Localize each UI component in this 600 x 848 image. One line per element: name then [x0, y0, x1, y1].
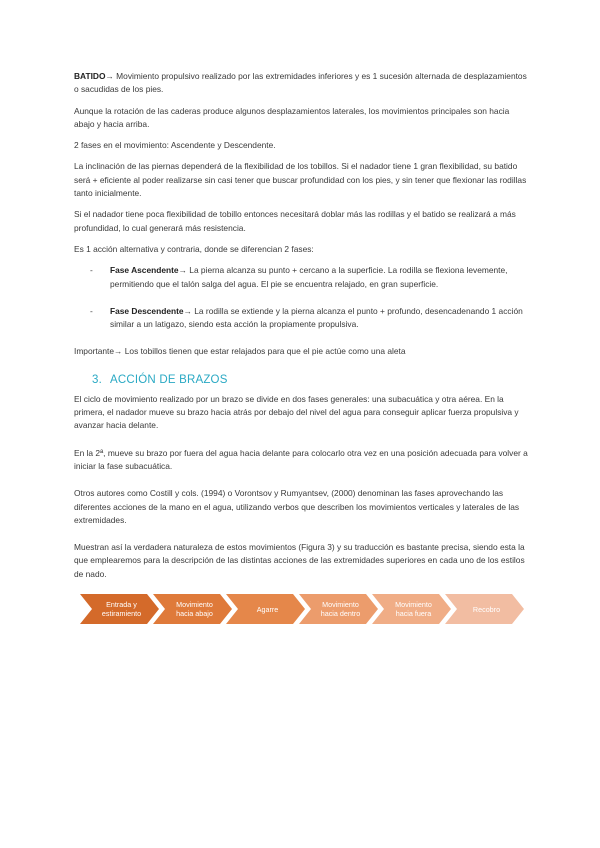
paragraph-other-authors: Otros autores como Costill y cols. (1994) o Vorontsov y Rumyantsev, (2000) denominan las fases aprovechando las diferentes acciones de la mano en el agua, utilizando verbos que describen los movimientos verticales y laterales de las extremidades.: [74, 488, 520, 525]
chevron-step: [299, 594, 378, 624]
chevron-label: Agarre: [256, 604, 279, 614]
list-dash: -: [90, 305, 93, 316]
phase-text: La rodilla se extiende y la pierna alcanza el punto + profundo, desencadenando 1 acción similar a un latigazo, siendo esta acción la propiamente propulsiva.: [110, 305, 523, 330]
list-item-descendente: [74, 305, 530, 332]
paragraph-aerial-phase: En la 2ª, mueve su brazo por fuera del agua hacia delante para colocarlo otra vez en una posición adecuada para volver a iniciar la fase subacuática.: [74, 447, 528, 471]
paragraph-arm-cycle: El ciclo de movimiento realizado por un brazo se divide en dos fases generales: una subacuática y otra aérea. En la primera, el nadador mueve su brazo hacia atrás por debajo del nivel del agua para conseguir aplicar fuerza propulsiva y avanzar hacia delante.: [74, 393, 519, 431]
importante-paragraph: [74, 345, 530, 358]
document-body: [74, 70, 530, 589]
importante-text: Los tobillos tienen que estar relajados para que el pie actúe como una aleta: [122, 346, 406, 357]
importante-term: Importante: [74, 346, 115, 357]
phase-text: La pierna alcanza su punto + cercano a la superficie. La rodilla se flexiona levemente, permitiendo que el talón salga del agua. El pie se encuentra relajado, en gran superficie.: [110, 265, 508, 289]
chevron-step: [445, 594, 524, 624]
phase-term: Fase Descendente: [110, 305, 184, 316]
phase-arrow: →: [178, 265, 187, 276]
paragraph-alternating-action: Es 1 acción alternativa y contraria, donde se diferencian 2 fases:: [74, 243, 314, 254]
paragraph-hip-rotation: Aunque la rotación de las caderas produce algunos desplazamientos laterales, los movimientos principales son hacia abajo y hacia arriba.: [74, 105, 510, 129]
paragraph-leg-inclination: La inclinación de las piernas dependerá de la flexibilidad de los tobillos. Si el nadador tiene 1 gran flexibilidad, su batido será + eficiente al poder realizarse sin casi tener que buscar profundidad con los pies, y sin tener que flexionar las rodillas tanto inicialmente.: [74, 161, 527, 199]
chevron-step: [153, 594, 232, 624]
paragraph-two-phases: 2 fases en el movimiento: Ascendente y Descendente.: [74, 140, 276, 151]
importante-arrow: →: [114, 346, 123, 357]
paragraph-figure-reference: Muestran así la verdadera naturaleza de estos movimientos (Figura 3) y su traducción es bastante precisa, siendo esta la que emplearemos para la descripción de las distintas acciones de las extremidades superiores en cada uno de los estilos de nado.: [74, 542, 525, 579]
phases-list: [74, 264, 530, 331]
section-title: ACCIÓN DE BRAZOS: [110, 373, 228, 386]
chevron-label: Entrada y estiramiento: [101, 600, 142, 618]
chevron-step: [372, 594, 451, 624]
batido-term: BATIDO: [74, 71, 106, 81]
chevron-label: Movimiento hacia abajo: [176, 600, 213, 618]
section-number: 3.: [92, 373, 102, 386]
chevron-step: [226, 594, 305, 624]
phase-term: Fase Ascendente: [110, 265, 179, 276]
section-heading: [92, 373, 530, 387]
paragraph-low-flexibility: Si el nadador tiene poca flexibilidad de tobillo entonces necesitará doblar más las rodillas y el batido se realizará a más profundidad, lo cual generará más resistencia.: [74, 209, 516, 233]
batido-paragraph: [74, 70, 530, 97]
phase-arrow: →: [183, 305, 192, 316]
batido-text: Movimiento propulsivo realizado por las extremidades inferiores y es 1 sucesión alternada de desplazamientos o sacudidas de los pies.: [74, 71, 527, 95]
chevron-step: [80, 594, 159, 624]
list-dash: -: [90, 265, 93, 276]
arm-phases-diagram: [80, 594, 526, 624]
chevron-label: Movimiento hacia dentro: [320, 600, 361, 618]
list-item-ascendente: [74, 264, 530, 291]
chevron-label: Movimiento hacia fuera: [395, 600, 432, 618]
batido-arrow: →: [105, 71, 114, 81]
chevron-label: Recobro: [472, 604, 501, 614]
